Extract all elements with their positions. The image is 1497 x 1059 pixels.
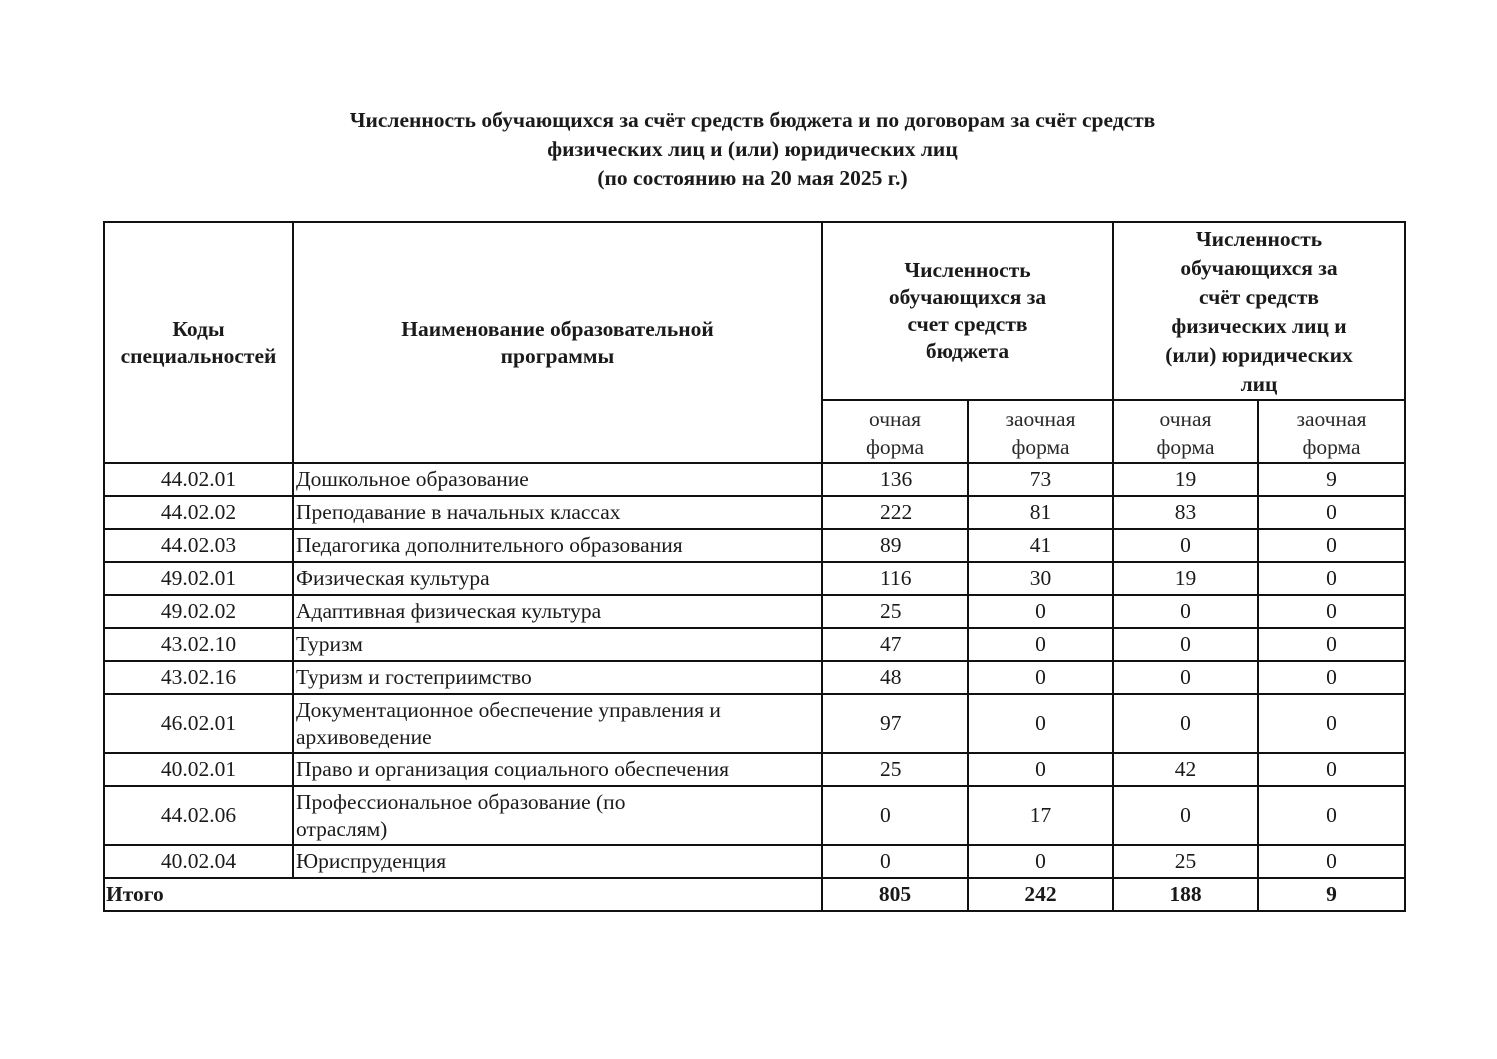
row-contract-full: 0 (1113, 628, 1258, 661)
row-contract-part: 0 (1258, 496, 1405, 529)
row-contract-part: 0 (1258, 529, 1405, 562)
row-program-name: Преподавание в начальных классах (293, 496, 822, 529)
total-budget-full: 805 (822, 878, 968, 911)
row-budget-part: 0 (968, 845, 1113, 878)
row-budget-part: 0 (968, 661, 1113, 694)
total-contract-part: 9 (1258, 878, 1405, 911)
row-contract-full: 0 (1113, 595, 1258, 628)
students-table (103, 221, 1406, 912)
row-code: 49.02.02 (104, 595, 293, 628)
row-program-name: Профессиональное образование (по отраслям) (293, 786, 822, 845)
row-budget-full: 0 (822, 845, 968, 878)
row-budget-part: 30 (968, 562, 1113, 595)
row-budget-part: 0 (968, 595, 1113, 628)
header-budget: Численность обучающихся за счет средств бюджета (822, 222, 1113, 400)
header-contract-full-time: очная форма (1113, 400, 1258, 463)
row-contract-full: 42 (1113, 753, 1258, 786)
row-budget-part: 17 (968, 786, 1113, 845)
row-program-name: Дошкольное образование (293, 463, 822, 496)
row-contract-part: 0 (1258, 845, 1405, 878)
row-contract-part: 0 (1258, 595, 1405, 628)
row-budget-full: 136 (822, 463, 968, 496)
row-contract-part: 0 (1258, 562, 1405, 595)
total-label: Итого (104, 878, 822, 911)
row-code: 44.02.02 (104, 496, 293, 529)
row-program-name: Туризм (293, 628, 822, 661)
row-contract-part: 0 (1258, 628, 1405, 661)
header-contract-part-time: заочная форма (1258, 400, 1405, 463)
row-program-name: Юриспруденция (293, 845, 822, 878)
table-row (104, 786, 1405, 845)
table-row (104, 753, 1405, 786)
row-code: 43.02.10 (104, 628, 293, 661)
row-budget-full: 47 (822, 628, 968, 661)
table-row (104, 628, 1405, 661)
row-contract-full: 0 (1113, 694, 1258, 753)
row-program-name: Адаптивная физическая культура (293, 595, 822, 628)
row-program-name: Документационное обеспечение управления и архивоведение (293, 694, 822, 753)
row-contract-full: 0 (1113, 661, 1258, 694)
row-contract-part: 0 (1258, 694, 1405, 753)
row-contract-part: 0 (1258, 661, 1405, 694)
row-budget-full: 25 (822, 595, 968, 628)
row-code: 44.02.03 (104, 529, 293, 562)
total-budget-part: 242 (968, 878, 1113, 911)
row-code: 44.02.01 (104, 463, 293, 496)
row-code: 44.02.06 (104, 786, 293, 845)
row-contract-part: 0 (1258, 753, 1405, 786)
row-contract-full: 0 (1113, 786, 1258, 845)
table-row (104, 463, 1405, 496)
row-budget-full: 25 (822, 753, 968, 786)
header-contract: Численность обучающихся за счёт средств физических лиц и (или) юридических лиц (1113, 222, 1405, 400)
row-program-name: Физическая культура (293, 562, 822, 595)
row-code: 43.02.16 (104, 661, 293, 694)
row-budget-part: 81 (968, 496, 1113, 529)
row-budget-part: 0 (968, 628, 1113, 661)
total-contract-full: 188 (1113, 878, 1258, 911)
header-budget-part-time: заочная форма (968, 400, 1113, 463)
table-row (104, 661, 1405, 694)
row-budget-full: 89 (822, 529, 968, 562)
row-budget-part: 0 (968, 694, 1113, 753)
document-title (0, 106, 1497, 193)
row-budget-full: 97 (822, 694, 968, 753)
row-budget-full: 116 (822, 562, 968, 595)
title-line-2: физических лиц и (или) юридических лиц (547, 137, 958, 161)
table-row (104, 595, 1405, 628)
header-codes: Коды специальностей (104, 222, 293, 463)
row-code: 46.02.01 (104, 694, 293, 753)
row-budget-full: 48 (822, 661, 968, 694)
row-contract-full: 0 (1113, 529, 1258, 562)
title-line-3: (по состоянию на 20 мая 2025 г.) (597, 166, 908, 190)
row-code: 49.02.01 (104, 562, 293, 595)
table-row (104, 562, 1405, 595)
row-code: 40.02.01 (104, 753, 293, 786)
row-contract-full: 25 (1113, 845, 1258, 878)
table-row (104, 496, 1405, 529)
row-budget-part: 73 (968, 463, 1113, 496)
row-contract-part: 0 (1258, 786, 1405, 845)
table-row (104, 529, 1405, 562)
row-program-name: Туризм и гостеприимство (293, 661, 822, 694)
row-program-name: Педагогика дополнительного образования (293, 529, 822, 562)
header-budget-full-time: очная форма (822, 400, 968, 463)
table-row (104, 694, 1405, 753)
row-contract-part: 9 (1258, 463, 1405, 496)
total-row (104, 878, 1405, 911)
title-line-1: Численность обучающихся за счёт средств бюджета и по договорам за счёт средств (349, 108, 1156, 132)
table-row (104, 845, 1405, 878)
row-contract-full: 19 (1113, 463, 1258, 496)
row-contract-full: 83 (1113, 496, 1258, 529)
row-budget-full: 0 (822, 786, 968, 845)
row-contract-full: 19 (1113, 562, 1258, 595)
row-budget-full: 222 (822, 496, 968, 529)
row-code: 40.02.04 (104, 845, 293, 878)
header-program: Наименование образовательной программы (293, 222, 822, 463)
row-budget-part: 0 (968, 753, 1113, 786)
row-program-name: Право и организация социального обеспечения (293, 753, 822, 786)
row-budget-part: 41 (968, 529, 1113, 562)
